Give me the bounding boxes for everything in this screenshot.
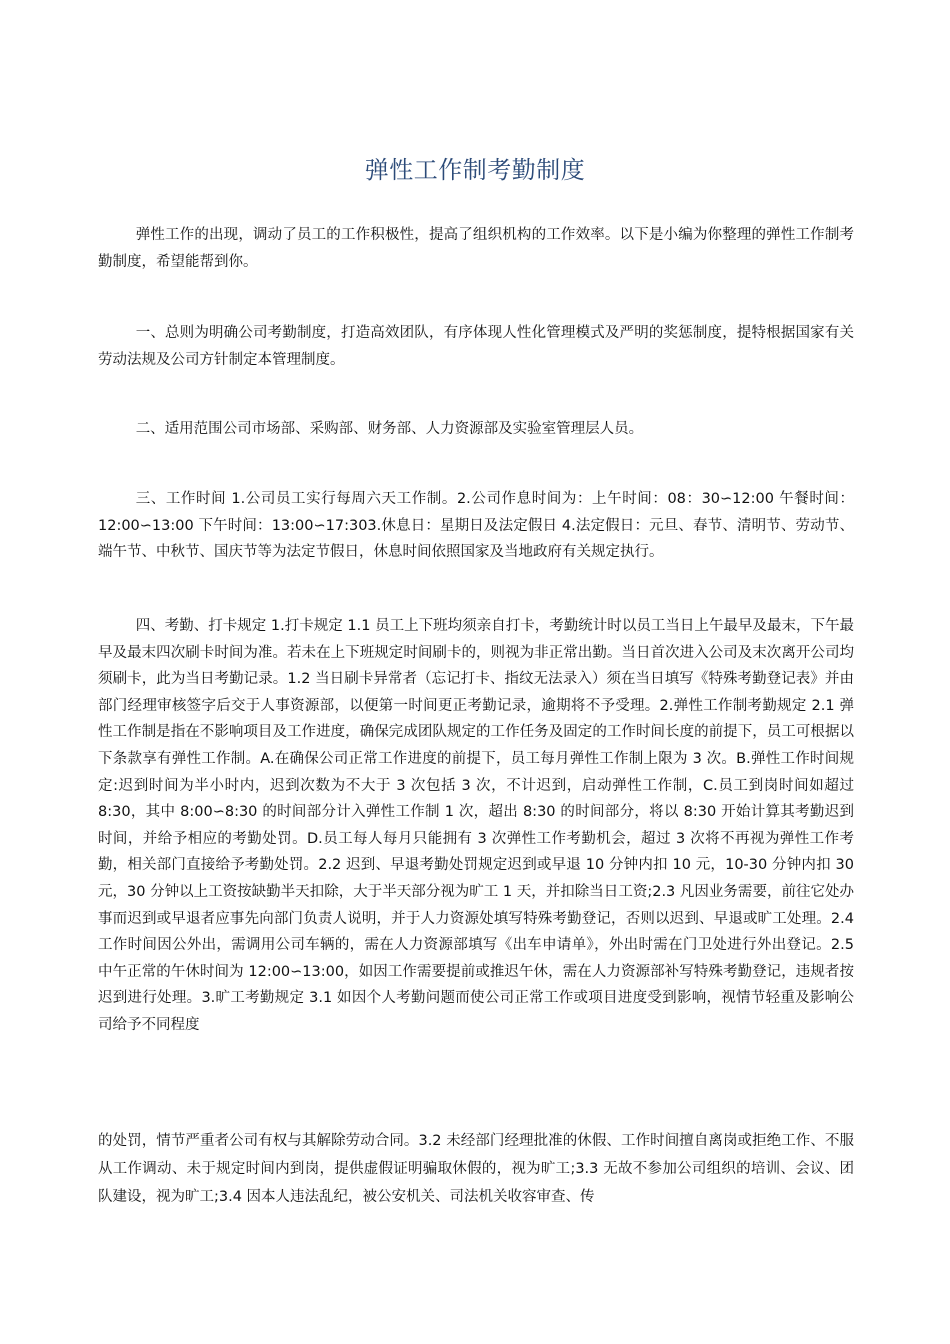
section-general-principles: 一、总则为明确公司考勤制度，打造高效团队，有序体现人性化管理模式及严明的奖惩制度，提特根据国家有关劳动法规及公司方针制定本管理制度。 xyxy=(98,325,854,368)
section-working-hours: 三、工作时间 1.公司员工实行每周六天工作制。2.公司作息时间为：上午时间：08：30∽12:00 午餐时间：12:00∽13:00 下午时间：13:00∽17:303.休息日：星期日及法定假日 4.法定假日：元旦、春节、清明节、劳动节、端午节、中秋节、国庆节等为法定节假日，休息时间依照国家及当地政府有关规定执行。 xyxy=(98,491,854,560)
intro-paragraph: 弹性工作的出现，调动了员工的工作积极性，提高了组织机构的工作效率。以下是小编为你整理的弹性工作制考勤制度，希望能帮到你。 xyxy=(98,227,854,270)
section-attendance-rules: 四、考勤、打卡规定 1.打卡规定 1.1 员工上下班均须亲自打卡，考勤统计时以员工当日上午最早及最末，下午最早及最末四次刷卡时间为准。若未在上下班规定时间刷卡的，则视为非正常出勤。当日首次进入公司及末次离开公司均须刷卡，此为当日考勤记录。1.2 当日刷卡异常者（忘记打卡、指纹无法录入）须在当日填写《特殊考勤登记表》并由部门经理审核签字后交于人事资源部，以便第一时间更正考勤记录，逾期将不予受理。2.弹性工作制考勤规定 2.1 弹性工作制是指在不影响项目及工作进度，确保完成团队规定的工作任务及固定的工作时间长度的前提下，员工可根据以下条款享有弹性工作制。A.在确保公司正常工作进度的前提下，员工每月弹性工作制上限为 3 次。B.弹性工作时间规定:迟到时间为半小时内，迟到次数为不大于 3 次包括 3 次，不计迟到，启动弹性工作制，C.员工到岗时间如超过 8:30，其中 8:00∽8:30 的时间部分计入弹性工作制 1 次，超出 8:30 的时间部分，将以 8:30 开始计算其考勤迟到时间，并给予相应的考勤处罚。D.员工每人每月只能拥有 3 次弹性工作考勤机会，超过 3 次将不再视为弹性工作考勤，相关部门直接给予考勤处罚。2.2 迟到、早退考勤处罚规定迟到或早退 10 分钟内扣 10 元，10-30 分钟内扣 30 元，30 分钟以上工资按缺勤半天扣除，大于半天部分视为旷工 1 天，并扣除当日工资;2.3 凡因业务需要，前往它处办事而迟到或早退者应事先向部门负责人说明，并于人力资源处填写特殊考勤登记，否则以迟到、早退或旷工处理。2.4 工作时间因公外出，需调用公司车辆的，需在人力资源部填写《出车申请单》，外出时需在门卫处进行外出登记。2.5 中午正常的午休时间为 12:00∽13:00，如因工作需要提前或推迟午休，需在人力资源部补写特殊考勤登记，违规者按迟到进行处理。3.旷工考勤规定 3.1 如因个人考勤问题而使公司正常工作或项目进度受到影响，视情节轻重及影响公司给予不同程度 xyxy=(98,618,854,1033)
document-title: 弹性工作制考勤制度 xyxy=(364,156,586,184)
section-scope: 二、适用范围公司市场部、采购部、财务部、人力资源部及实验室管理层人员。 xyxy=(135,421,644,437)
section-attendance-rules-continued: 的处罚，情节严重者公司有权与其解除劳动合同。3.2 未经部门经理批准的休假、工作时间擅自离岗或拒绝工作、不服从工作调动、未于规定时间内到岗，提供虚假证明骗取休假的，视为旷工;3.3 无故不参加公司组织的培训、会议、团队建设，视为旷工;3.4 因本人违法乱纪，被公安机关、司法机关收容审查、传 xyxy=(98,1133,854,1205)
